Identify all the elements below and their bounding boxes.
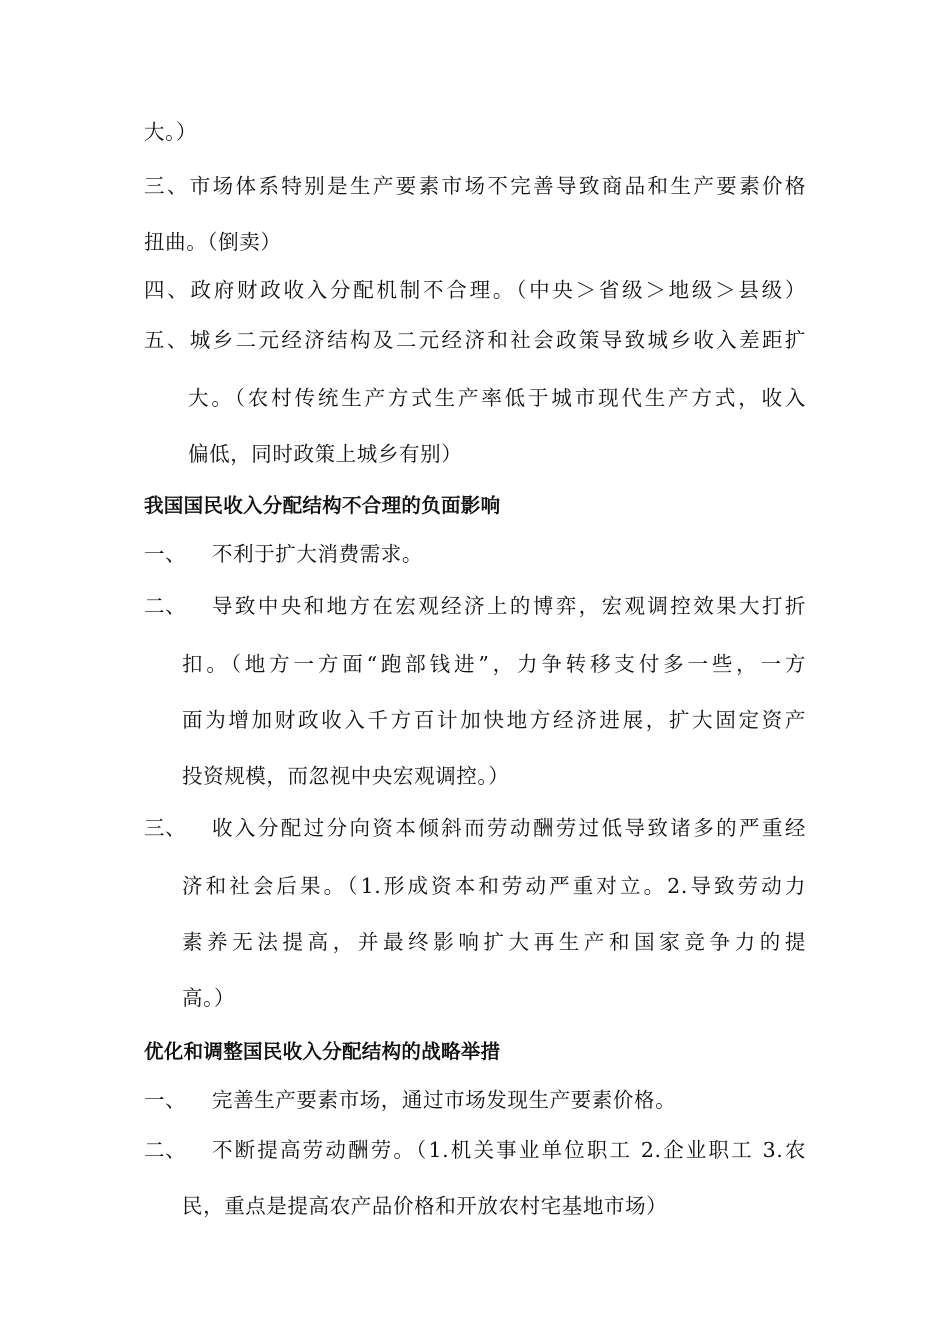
list-item (144, 592, 806, 620)
list-number: 二、 (144, 594, 187, 618)
list-item-text: 导致中央和地方在宏观经济上的博弈，宏观调控效果大打折 (212, 594, 806, 618)
list-item-continuation: 高。） (182, 986, 236, 1010)
list-item-text: 收入分配过分向资本倾斜而劳动酬劳过低导致诸多的严重经 (212, 816, 806, 840)
cause-five-continuation-2: 偏低，同时政策上城乡有别） (188, 442, 463, 466)
list-item-text: 不利于扩大消费需求。 (212, 542, 423, 566)
list-item-continuation: 民，重点是提高农产品价格和开放农村宅基地市场） (182, 1194, 668, 1218)
cause-continuation-text: 大。） (144, 120, 198, 144)
list-number: 一、 (144, 542, 187, 566)
cause-three-continuation: 扭曲。（倒卖） (144, 230, 282, 254)
section-heading-strategic-measures: 优化和调整国民收入分配结构的战略举措 (144, 1040, 501, 1063)
list-number: 三、 (144, 816, 187, 840)
section-heading-negative-impact: 我国国民收入分配结构不合理的负面影响 (144, 494, 501, 517)
list-item-continuation: 扣。（地方一方面“跑部钱进”，力争转移支付多一些，一方 (182, 652, 806, 676)
list-item (144, 814, 806, 842)
cause-five-text: 五、城乡二元经济结构及二元经济和社会政策导致城乡收入差距扩 (144, 328, 806, 352)
cause-three-text: 三、市场体系特别是生产要素市场不完善导致商品和生产要素价格 (144, 174, 806, 198)
list-number: 二、 (144, 1138, 187, 1162)
list-item (144, 1136, 806, 1164)
list-item-text: 完善生产要素市场，通过市场发现生产要素价格。 (212, 1088, 677, 1112)
list-number: 一、 (144, 1088, 187, 1112)
list-item-text: 不断提高劳动酬劳。（1.机关事业单位职工 2.企业职工 3.农 (212, 1138, 806, 1162)
cause-five-continuation-1: 大。（农村传统生产方式生产率低于城市现代生产方式，收入 (188, 386, 806, 410)
cause-four-text: 四、政府财政收入分配机制不合理。（中央＞省级＞地级＞县级） (144, 278, 806, 302)
list-item-continuation: 投资规模，而忽视中央宏观调控。） (182, 764, 510, 788)
list-item-continuation: 素养无法提高，并最终影响扩大再生产和国家竞争力的提 (182, 930, 806, 954)
list-item-continuation: 面为增加财政收入千方百计加快地方经济进展，扩大固定资产 (182, 708, 806, 732)
list-item-continuation: 济和社会后果。（1.形成资本和劳动严重对立。2.导致劳动力 (182, 874, 806, 898)
